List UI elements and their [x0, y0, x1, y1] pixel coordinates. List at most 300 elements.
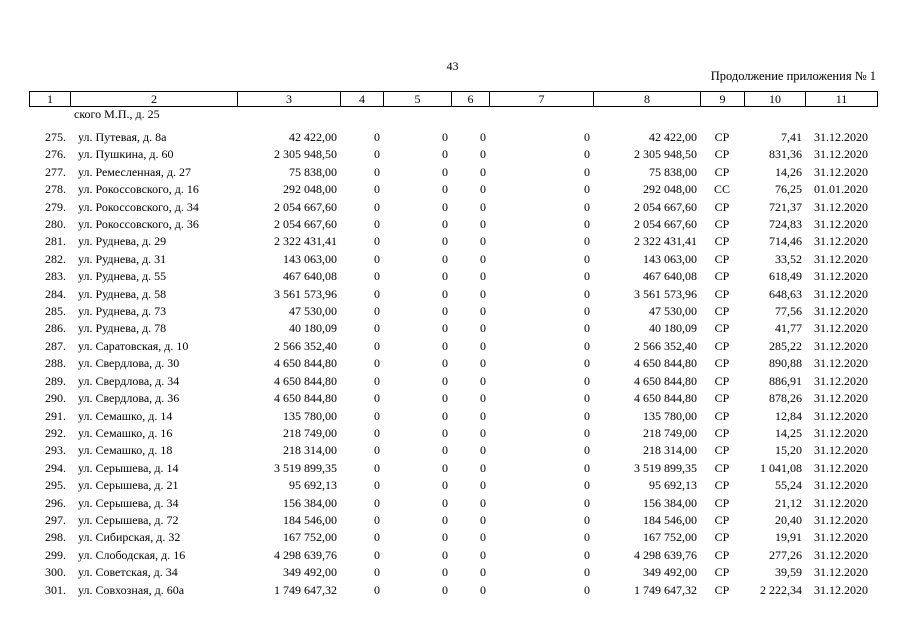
cell-source-code: СР [714, 217, 730, 232]
cell-amount-total: 135 780,00 [283, 408, 337, 423]
table-row [29, 512, 877, 529]
cell-address: ул. Совхозная, д. 60а [78, 582, 185, 597]
cell-address: ул. Серышева, д. 21 [78, 478, 179, 493]
cell-amount-total: 349 492,00 [283, 565, 337, 580]
cell-col-5: 0 [442, 269, 448, 284]
cell-date: 31.12.2020 [814, 269, 868, 284]
cell-address: ул. Руднева, д. 29 [78, 234, 167, 249]
cell-date: 31.12.2020 [814, 582, 868, 597]
cell-value: 12,84 [775, 408, 802, 423]
cell-value: 831,36 [769, 147, 802, 162]
cell-col-7: 0 [584, 443, 590, 458]
cell-col-5: 0 [442, 443, 448, 458]
cell-value: 285,22 [769, 338, 802, 353]
column-header-10: 10 [745, 92, 806, 107]
cell-source-code: СР [714, 443, 730, 458]
cell-value: 2 222,34 [760, 582, 802, 597]
table-row [29, 181, 877, 198]
cell-source-code: СР [714, 286, 730, 301]
cell-row-number: 282. [45, 251, 66, 266]
cell-amount-final: 40 180,09 [649, 321, 697, 336]
cell-col-4: 0 [374, 130, 380, 144]
table-row [29, 164, 877, 181]
cell-address: ул. Саратовская, д. 10 [78, 338, 189, 353]
cell-date: 31.12.2020 [814, 512, 868, 527]
cell-amount-total: 156 384,00 [283, 495, 337, 510]
cell-value: 76,25 [775, 182, 802, 197]
cell-col-5: 0 [442, 565, 448, 580]
cell-col-7: 0 [584, 530, 590, 545]
cell-date: 31.12.2020 [814, 547, 868, 562]
cell-col-6: 0 [480, 130, 486, 144]
cell-col-4: 0 [374, 565, 380, 580]
cell-value: 648,63 [769, 286, 802, 301]
cell-col-4: 0 [374, 478, 380, 493]
cell-col-6: 0 [480, 512, 486, 527]
table-row [29, 320, 877, 337]
cell-date: 31.12.2020 [814, 495, 868, 510]
table-row [29, 216, 877, 233]
table-row [29, 338, 877, 355]
cell-address: ул. Пушкина, д. 60 [78, 147, 174, 162]
cell-col-6: 0 [480, 495, 486, 510]
cell-row-number: 296. [45, 495, 66, 510]
table-row [29, 408, 877, 425]
cell-row-number: 287. [45, 338, 66, 353]
cell-value: 724,83 [769, 217, 802, 232]
cell-value: 19,91 [775, 530, 802, 545]
table-row [29, 355, 877, 372]
cell-row-number: 291. [45, 408, 66, 423]
cell-date: 31.12.2020 [814, 565, 868, 580]
cell-amount-total: 42 422,00 [289, 130, 337, 144]
cell-source-code: СР [714, 373, 730, 388]
column-header-6: 6 [452, 92, 490, 107]
cell-address: ул. Свердлова, д. 30 [78, 356, 180, 371]
cell-col-5: 0 [442, 478, 448, 493]
cell-col-7: 0 [584, 182, 590, 197]
cell-col-4: 0 [374, 408, 380, 423]
cell-col-6: 0 [480, 425, 486, 440]
cell-value: 21,12 [775, 495, 802, 510]
cell-amount-final: 4 298 639,76 [634, 547, 697, 562]
cell-col-6: 0 [480, 582, 486, 597]
cell-amount-total: 95 692,13 [289, 478, 337, 493]
cell-col-4: 0 [374, 512, 380, 527]
cell-col-4: 0 [374, 164, 380, 179]
cell-amount-final: 4 650 844,80 [634, 391, 697, 406]
cell-value: 15,20 [775, 443, 802, 458]
cell-address: ул. Свердлова, д. 36 [78, 391, 180, 406]
cell-amount-total: 218 749,00 [283, 425, 337, 440]
cell-col-4: 0 [374, 199, 380, 214]
cell-amount-total: 3 561 573,96 [274, 286, 337, 301]
cell-amount-final: 3 519 899,35 [634, 460, 697, 475]
cell-amount-final: 467 640,08 [643, 269, 697, 284]
cell-source-code: СР [714, 251, 730, 266]
cell-amount-final: 143 063,00 [643, 251, 697, 266]
cell-address: ул. Серышева, д. 34 [78, 495, 179, 510]
cell-amount-final: 47 530,00 [649, 304, 697, 319]
cell-date: 31.12.2020 [814, 356, 868, 371]
cell-col-5: 0 [442, 147, 448, 162]
cell-amount-final: 218 314,00 [643, 443, 697, 458]
cell-row-number: 278. [45, 182, 66, 197]
cell-amount-total: 4 298 639,76 [274, 547, 337, 562]
cell-row-number: 294. [45, 460, 66, 475]
cell-value: 77,56 [775, 304, 802, 319]
cell-address: ул. Сибирская, д. 32 [78, 530, 181, 545]
cell-amount-total: 40 180,09 [289, 321, 337, 336]
cell-source-code: СР [714, 460, 730, 475]
cell-amount-total: 2 305 948,50 [274, 147, 337, 162]
cell-date: 31.12.2020 [814, 408, 868, 423]
cell-amount-total: 292 048,00 [283, 182, 337, 197]
cell-col-5: 0 [442, 356, 448, 371]
cell-value: 33,52 [775, 251, 802, 266]
cell-amount-total: 2 322 431,41 [274, 234, 337, 249]
cell-date: 01.01.2020 [814, 182, 868, 197]
cell-row-number: 281. [45, 234, 66, 249]
cell-amount-total: 467 640,08 [283, 269, 337, 284]
column-header-1: 1 [30, 92, 71, 107]
cell-address: ул. Серышева, д. 14 [78, 460, 179, 475]
cell-col-5: 0 [442, 408, 448, 423]
cell-row-number: 301. [45, 582, 66, 597]
cell-col-4: 0 [374, 391, 380, 406]
table-row [29, 373, 877, 390]
cell-col-5: 0 [442, 286, 448, 301]
cell-col-7: 0 [584, 251, 590, 266]
cell-row-number: 286. [45, 321, 66, 336]
cell-col-7: 0 [584, 130, 590, 144]
cell-col-6: 0 [480, 251, 486, 266]
cell-row-number: 285. [45, 304, 66, 319]
cell-col-7: 0 [584, 391, 590, 406]
cell-col-4: 0 [374, 269, 380, 284]
cell-source-code: СР [714, 304, 730, 319]
cell-date: 31.12.2020 [814, 199, 868, 214]
cell-col-5: 0 [442, 217, 448, 232]
cell-col-5: 0 [442, 199, 448, 214]
cell-address: ул. Руднева, д. 55 [78, 269, 167, 284]
cell-value: 1 041,08 [760, 460, 802, 475]
cell-col-4: 0 [374, 443, 380, 458]
cell-col-7: 0 [584, 304, 590, 319]
cell-value: 890,88 [769, 356, 802, 371]
cell-row-number: 297. [45, 512, 66, 527]
cell-row-number: 280. [45, 217, 66, 232]
cell-col-7: 0 [584, 373, 590, 388]
cell-source-code: СР [714, 425, 730, 440]
cell-amount-final: 167 752,00 [643, 530, 697, 545]
column-header-3: 3 [238, 92, 341, 107]
cell-col-6: 0 [480, 269, 486, 284]
cell-col-5: 0 [442, 530, 448, 545]
cell-date: 31.12.2020 [814, 460, 868, 475]
cell-col-4: 0 [374, 425, 380, 440]
cell-amount-final: 42 422,00 [649, 130, 697, 144]
cell-row-number: 295. [45, 478, 66, 493]
column-header-2: 2 [71, 92, 238, 107]
cell-col-4: 0 [374, 530, 380, 545]
column-header-table [29, 91, 878, 107]
cell-value: 618,49 [769, 269, 802, 284]
cell-col-6: 0 [480, 164, 486, 179]
cell-source-code: СР [714, 234, 730, 249]
cell-address: ул. Рокоссовского, д. 16 [78, 182, 199, 197]
cell-col-4: 0 [374, 547, 380, 562]
cell-col-6: 0 [480, 391, 486, 406]
page-number: 43 [446, 59, 459, 73]
cell-date: 31.12.2020 [814, 286, 868, 301]
cell-source-code: СР [714, 321, 730, 336]
cell-address: ул. Руднева, д. 31 [78, 251, 167, 266]
cell-amount-total: 4 650 844,80 [274, 356, 337, 371]
cell-col-7: 0 [584, 495, 590, 510]
cell-amount-final: 2 054 667,60 [634, 199, 697, 214]
table-row [29, 146, 877, 163]
table-row [29, 268, 877, 285]
table-row [29, 425, 877, 442]
cell-col-4: 0 [374, 217, 380, 232]
cell-row-number: 283. [45, 269, 66, 284]
cell-source-code: СР [714, 547, 730, 562]
cell-col-5: 0 [442, 338, 448, 353]
cell-row-number: 275. [45, 130, 66, 144]
table-row [29, 286, 877, 303]
cell-col-5: 0 [442, 373, 448, 388]
cell-date: 31.12.2020 [814, 130, 868, 144]
cell-amount-final: 2 305 948,50 [634, 147, 697, 162]
cell-value: 39,59 [775, 565, 802, 580]
cell-col-5: 0 [442, 164, 448, 179]
cell-source-code: СР [714, 356, 730, 371]
table-row [29, 582, 877, 599]
cell-col-4: 0 [374, 582, 380, 597]
cell-col-5: 0 [442, 512, 448, 527]
cell-col-5: 0 [442, 460, 448, 475]
table-row [29, 233, 877, 250]
cell-amount-total: 4 650 844,80 [274, 373, 337, 388]
cell-amount-final: 1 749 647,32 [634, 582, 697, 597]
cell-value: 878,26 [769, 391, 802, 406]
cell-amount-total: 1 749 647,32 [274, 582, 337, 597]
cell-amount-total: 167 752,00 [283, 530, 337, 545]
cell-address: ул. Семашко, д. 18 [78, 443, 173, 458]
cell-col-7: 0 [584, 512, 590, 527]
cell-col-6: 0 [480, 304, 486, 319]
cell-address: ул. Руднева, д. 58 [78, 286, 167, 301]
cell-date: 31.12.2020 [814, 234, 868, 249]
cell-value: 277,26 [769, 547, 802, 562]
table-row [29, 442, 877, 459]
cell-source-code: СР [714, 408, 730, 423]
cell-date: 31.12.2020 [814, 425, 868, 440]
cell-col-7: 0 [584, 147, 590, 162]
cell-col-5: 0 [442, 321, 448, 336]
cell-col-4: 0 [374, 460, 380, 475]
cell-col-7: 0 [584, 286, 590, 301]
cell-value: 886,91 [769, 373, 802, 388]
cell-col-5: 0 [442, 234, 448, 249]
cell-col-7: 0 [584, 338, 590, 353]
column-header-8: 8 [594, 92, 701, 107]
cell-col-7: 0 [584, 547, 590, 562]
table-row [29, 390, 877, 407]
cell-col-7: 0 [584, 321, 590, 336]
cell-source-code: СР [714, 269, 730, 284]
cell-col-5: 0 [442, 582, 448, 597]
carried-over-text: ского М.П., д. 25 [74, 107, 160, 121]
cell-amount-final: 156 384,00 [643, 495, 697, 510]
cell-address: ул. Руднева, д. 73 [78, 304, 167, 319]
cell-col-6: 0 [480, 234, 486, 249]
cell-address: ул. Рокоссовского, д. 34 [78, 199, 199, 214]
cell-col-6: 0 [480, 321, 486, 336]
cell-value: 714,46 [769, 234, 802, 249]
cell-date: 31.12.2020 [814, 338, 868, 353]
cell-col-7: 0 [584, 478, 590, 493]
cell-address: ул. Путевая, д. 8а [78, 130, 167, 144]
table-row [29, 529, 877, 546]
cell-amount-total: 184 546,00 [283, 512, 337, 527]
cell-address: ул. Ремесленная, д. 27 [78, 164, 191, 179]
data-table [29, 129, 877, 599]
cell-row-number: 284. [45, 286, 66, 301]
cell-amount-total: 3 519 899,35 [274, 460, 337, 475]
table-row [29, 564, 877, 581]
cell-col-6: 0 [480, 373, 486, 388]
cell-source-code: СР [714, 565, 730, 580]
cell-col-7: 0 [584, 217, 590, 232]
cell-col-6: 0 [480, 338, 486, 353]
cell-source-code: СР [714, 495, 730, 510]
cell-amount-total: 4 650 844,80 [274, 391, 337, 406]
cell-col-7: 0 [584, 408, 590, 423]
cell-col-7: 0 [584, 269, 590, 284]
cell-col-6: 0 [480, 286, 486, 301]
cell-value: 721,37 [769, 199, 802, 214]
cell-source-code: СР [714, 199, 730, 214]
cell-col-7: 0 [584, 565, 590, 580]
cell-col-5: 0 [442, 425, 448, 440]
table-row [29, 547, 877, 564]
cell-amount-final: 2 322 431,41 [634, 234, 697, 249]
cell-col-6: 0 [480, 356, 486, 371]
cell-amount-final: 135 780,00 [643, 408, 697, 423]
cell-row-number: 293. [45, 443, 66, 458]
cell-col-6: 0 [480, 530, 486, 545]
cell-address: ул. Семашко, д. 16 [78, 425, 173, 440]
cell-row-number: 277. [45, 164, 66, 179]
cell-row-number: 289. [45, 373, 66, 388]
cell-amount-final: 2 566 352,40 [634, 338, 697, 353]
cell-value: 14,26 [775, 164, 802, 179]
cell-col-7: 0 [584, 356, 590, 371]
cell-amount-final: 4 650 844,80 [634, 356, 697, 371]
cell-col-6: 0 [480, 443, 486, 458]
table-row [29, 460, 877, 477]
cell-row-number: 288. [45, 356, 66, 371]
table-row [29, 303, 877, 320]
cell-col-7: 0 [584, 164, 590, 179]
cell-address: ул. Свердлова, д. 34 [78, 373, 180, 388]
cell-col-6: 0 [480, 182, 486, 197]
cell-value: 14,25 [775, 425, 802, 440]
cell-value: 7,41 [781, 130, 802, 144]
column-header-9: 9 [701, 92, 745, 107]
cell-col-6: 0 [480, 565, 486, 580]
cell-row-number: 279. [45, 199, 66, 214]
cell-col-4: 0 [374, 251, 380, 266]
cell-address: ул. Слободская, д. 16 [78, 547, 186, 562]
cell-col-6: 0 [480, 460, 486, 475]
cell-amount-total: 2 054 667,60 [274, 199, 337, 214]
cell-row-number: 290. [45, 391, 66, 406]
cell-source-code: СР [714, 391, 730, 406]
cell-col-5: 0 [442, 547, 448, 562]
table-row [29, 199, 877, 216]
cell-col-5: 0 [442, 251, 448, 266]
cell-col-6: 0 [480, 147, 486, 162]
cell-value: 55,24 [775, 478, 802, 493]
cell-source-code: СС [713, 182, 730, 197]
cell-amount-final: 95 692,13 [649, 478, 697, 493]
table-row [29, 251, 877, 268]
cell-date: 31.12.2020 [814, 391, 868, 406]
cell-col-5: 0 [442, 495, 448, 510]
cell-date: 31.12.2020 [814, 478, 868, 493]
cell-amount-final: 184 546,00 [643, 512, 697, 527]
cell-col-6: 0 [480, 217, 486, 232]
column-header-11: 11 [806, 92, 878, 107]
cell-address: ул. Серышева, д. 72 [78, 512, 179, 527]
cell-value: 41,77 [775, 321, 802, 336]
cell-col-6: 0 [480, 478, 486, 493]
cell-date: 31.12.2020 [814, 443, 868, 458]
cell-amount-total: 75 838,00 [289, 164, 337, 179]
cell-col-4: 0 [374, 495, 380, 510]
cell-col-4: 0 [374, 286, 380, 301]
cell-amount-total: 143 063,00 [283, 251, 337, 266]
column-header-7: 7 [490, 92, 594, 107]
cell-col-7: 0 [584, 460, 590, 475]
cell-date: 31.12.2020 [814, 530, 868, 545]
cell-amount-final: 3 561 573,96 [634, 286, 697, 301]
cell-col-6: 0 [480, 199, 486, 214]
cell-date: 31.12.2020 [814, 217, 868, 232]
cell-amount-final: 349 492,00 [643, 565, 697, 580]
cell-source-code: СР [714, 530, 730, 545]
cell-amount-total: 47 530,00 [289, 304, 337, 319]
cell-col-4: 0 [374, 373, 380, 388]
cell-source-code: СР [714, 164, 730, 179]
cell-source-code: СР [714, 147, 730, 162]
cell-col-7: 0 [584, 582, 590, 597]
column-header-5: 5 [384, 92, 452, 107]
cell-col-4: 0 [374, 321, 380, 336]
cell-source-code: СР [714, 338, 730, 353]
cell-date: 31.12.2020 [814, 321, 868, 336]
cell-col-7: 0 [584, 234, 590, 249]
cell-date: 31.12.2020 [814, 373, 868, 388]
continuation-label: Продолжение приложения № 1 [710, 69, 876, 83]
cell-col-6: 0 [480, 547, 486, 562]
cell-date: 31.12.2020 [814, 164, 868, 179]
cell-source-code: СР [714, 478, 730, 493]
cell-col-5: 0 [442, 304, 448, 319]
